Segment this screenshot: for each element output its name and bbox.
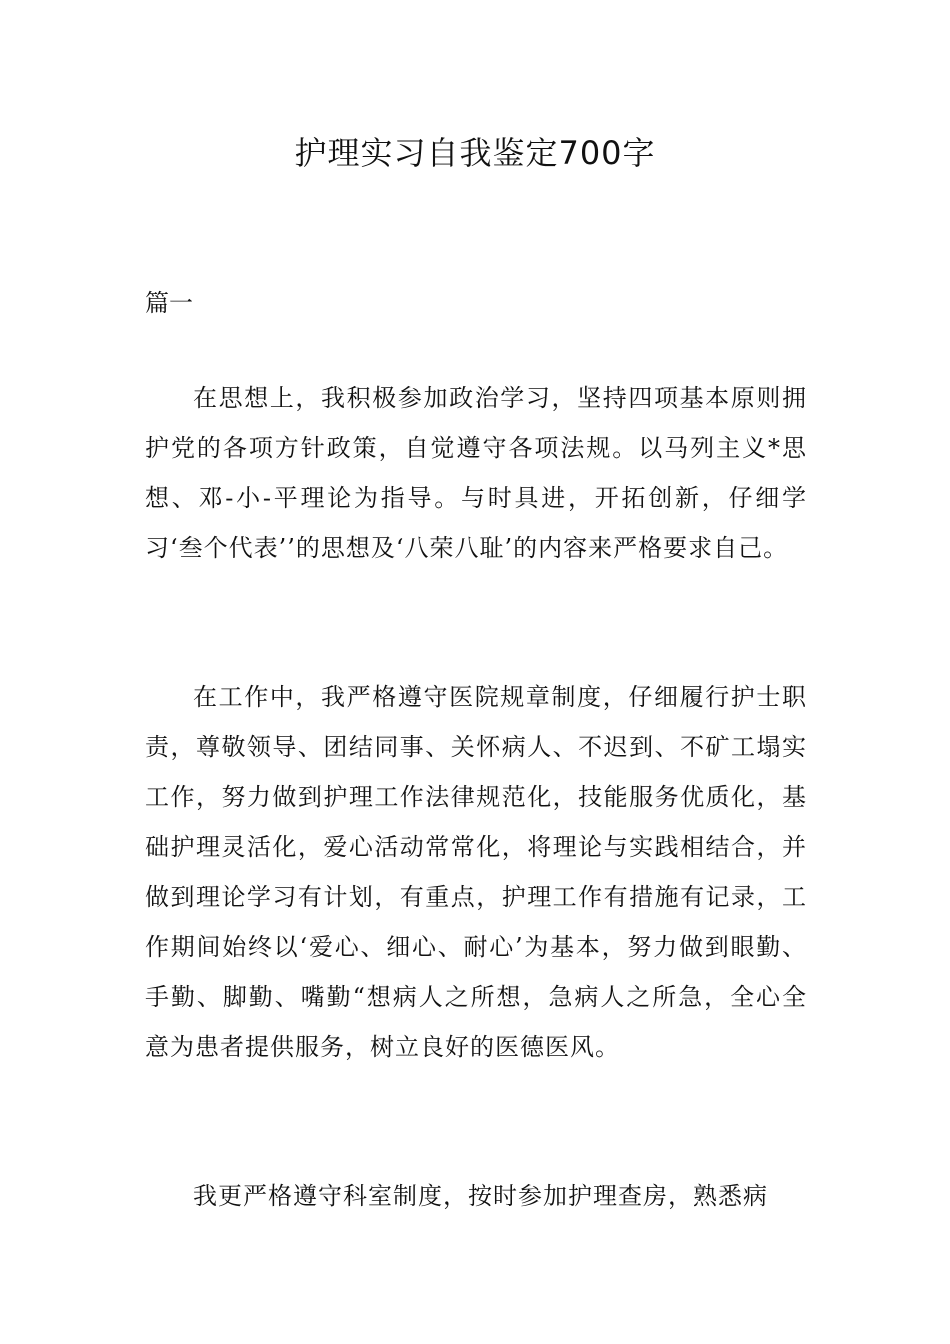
document-title: 护理实习自我鉴定700字 xyxy=(294,134,656,172)
paragraph-1: 在思想上，我积极参加政治学习，坚持四项基本原则拥护党的各项方针政策，自觉遵守各项法规。以马列主义*思想、邓-小-平理论为指导。与时具进，开拓创新，仔细学习‘叁个代表’’的思想及‘八荣八耻’的内容来严格要求自己。 xyxy=(145,384,807,562)
section-label: 篇一 xyxy=(145,289,193,317)
paragraph-2: 在工作中，我严格遵守医院规章制度，仔细履行护士职责，尊敬领导、团结同事、关怀病人、不迟到、不矿工塌实工作，努力做到护理工作法律规范化，技能服务优质化，基础护理灵活化，爱心活动常常化，将理论与实践相结合，并做到理论学习有计划，有重点，护理工作有措施有记录，工作期间始终以‘爱心、细心、耐心’为基本，努力做到眼勤、手勤、脚勤、嘴勤“想病人之所想，急病人之所急，全心全意为患者提供服务，树立良好的医德医风。 xyxy=(145,683,807,1061)
paragraph-3: 我更严格遵守科室制度，按时参加护理查房，熟悉病 xyxy=(193,1182,768,1210)
